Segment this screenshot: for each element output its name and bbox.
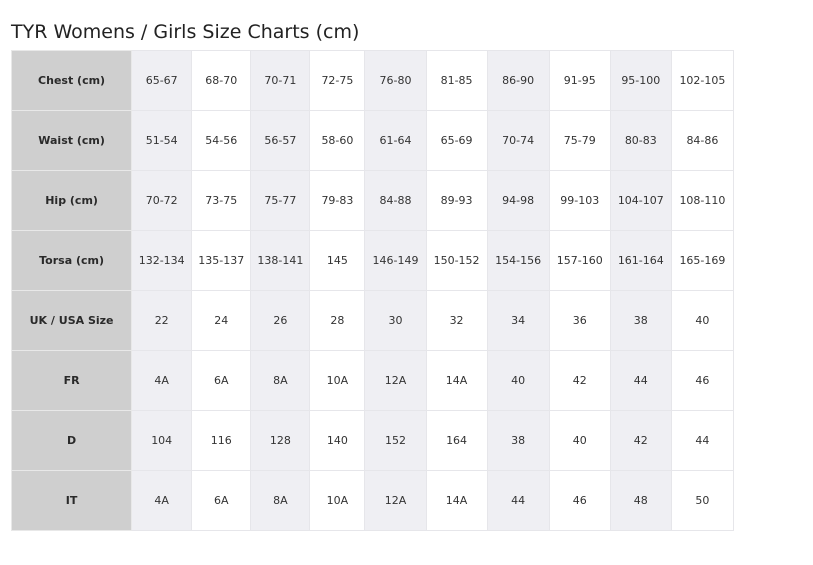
table-cell: 28 [310, 291, 365, 351]
row-header: Waist (cm) [12, 111, 132, 171]
table-cell: 140 [310, 411, 365, 471]
table-cell: 61-64 [365, 111, 426, 171]
page-title: TYR Womens / Girls Size Charts (cm) [11, 21, 360, 43]
table-cell: 22 [132, 291, 192, 351]
table-cell: 157-160 [549, 231, 610, 291]
table-cell: 89-93 [426, 171, 487, 231]
table-cell: 84-88 [365, 171, 426, 231]
table-cell: 86-90 [487, 51, 549, 111]
table-cell: 24 [192, 291, 251, 351]
table-cell: 65-67 [132, 51, 192, 111]
row-header: UK / USA Size [12, 291, 132, 351]
table-cell: 54-56 [192, 111, 251, 171]
table-cell: 104-107 [610, 171, 671, 231]
table-cell: 128 [251, 411, 310, 471]
table-cell: 70-74 [487, 111, 549, 171]
table-row [12, 111, 734, 171]
table-row [12, 171, 734, 231]
table-cell: 161-164 [610, 231, 671, 291]
table-cell: 10A [310, 351, 365, 411]
table-cell: 70-72 [132, 171, 192, 231]
table-cell: 6A [192, 471, 251, 531]
row-header: Chest (cm) [12, 51, 132, 111]
table-cell: 84-86 [671, 111, 733, 171]
table-row [12, 291, 734, 351]
table-cell: 145 [310, 231, 365, 291]
size-chart-table [11, 50, 734, 531]
table-cell: 65-69 [426, 111, 487, 171]
table-cell: 6A [192, 351, 251, 411]
table-cell: 40 [487, 351, 549, 411]
table-row [12, 51, 734, 111]
table-cell: 58-60 [310, 111, 365, 171]
table-cell: 154-156 [487, 231, 549, 291]
table-cell: 76-80 [365, 51, 426, 111]
table-cell: 51-54 [132, 111, 192, 171]
table-cell: 4A [132, 471, 192, 531]
table-cell: 8A [251, 471, 310, 531]
table-cell: 80-83 [610, 111, 671, 171]
table-row [12, 351, 734, 411]
table-cell: 8A [251, 351, 310, 411]
table-cell: 150-152 [426, 231, 487, 291]
table-cell: 95-100 [610, 51, 671, 111]
table-cell: 75-77 [251, 171, 310, 231]
table-cell: 44 [487, 471, 549, 531]
table-row [12, 471, 734, 531]
row-header: FR [12, 351, 132, 411]
table-cell: 70-71 [251, 51, 310, 111]
table-cell: 34 [487, 291, 549, 351]
row-header: Torsa (cm) [12, 231, 132, 291]
table-cell: 165-169 [671, 231, 733, 291]
table-cell: 36 [549, 291, 610, 351]
table-cell: 42 [549, 351, 610, 411]
table-cell: 108-110 [671, 171, 733, 231]
table-cell: 99-103 [549, 171, 610, 231]
table-cell: 50 [671, 471, 733, 531]
table-cell: 73-75 [192, 171, 251, 231]
table-cell: 152 [365, 411, 426, 471]
table-cell: 94-98 [487, 171, 549, 231]
table-cell: 40 [549, 411, 610, 471]
table-cell: 32 [426, 291, 487, 351]
table-cell: 79-83 [310, 171, 365, 231]
table-cell: 30 [365, 291, 426, 351]
table-cell: 38 [610, 291, 671, 351]
table-cell: 146-149 [365, 231, 426, 291]
table-cell: 48 [610, 471, 671, 531]
table-row [12, 411, 734, 471]
table-cell: 10A [310, 471, 365, 531]
table-cell: 46 [671, 351, 733, 411]
table-cell: 12A [365, 351, 426, 411]
table-cell: 44 [610, 351, 671, 411]
table-cell: 40 [671, 291, 733, 351]
row-header: Hip (cm) [12, 171, 132, 231]
table-cell: 132-134 [132, 231, 192, 291]
table-cell: 104 [132, 411, 192, 471]
table-cell: 81-85 [426, 51, 487, 111]
table-cell: 72-75 [310, 51, 365, 111]
table-cell: 135-137 [192, 231, 251, 291]
table-cell: 26 [251, 291, 310, 351]
table-cell: 38 [487, 411, 549, 471]
table-cell: 116 [192, 411, 251, 471]
table-cell: 44 [671, 411, 733, 471]
table-cell: 12A [365, 471, 426, 531]
table-cell: 68-70 [192, 51, 251, 111]
table-cell: 42 [610, 411, 671, 471]
table-cell: 91-95 [549, 51, 610, 111]
table-cell: 56-57 [251, 111, 310, 171]
size-chart-body [12, 51, 734, 531]
row-header: D [12, 411, 132, 471]
table-cell: 164 [426, 411, 487, 471]
table-cell: 14A [426, 351, 487, 411]
table-cell: 46 [549, 471, 610, 531]
table-row [12, 231, 734, 291]
table-cell: 102-105 [671, 51, 733, 111]
row-header: IT [12, 471, 132, 531]
table-cell: 75-79 [549, 111, 610, 171]
table-cell: 4A [132, 351, 192, 411]
table-cell: 138-141 [251, 231, 310, 291]
table-cell: 14A [426, 471, 487, 531]
